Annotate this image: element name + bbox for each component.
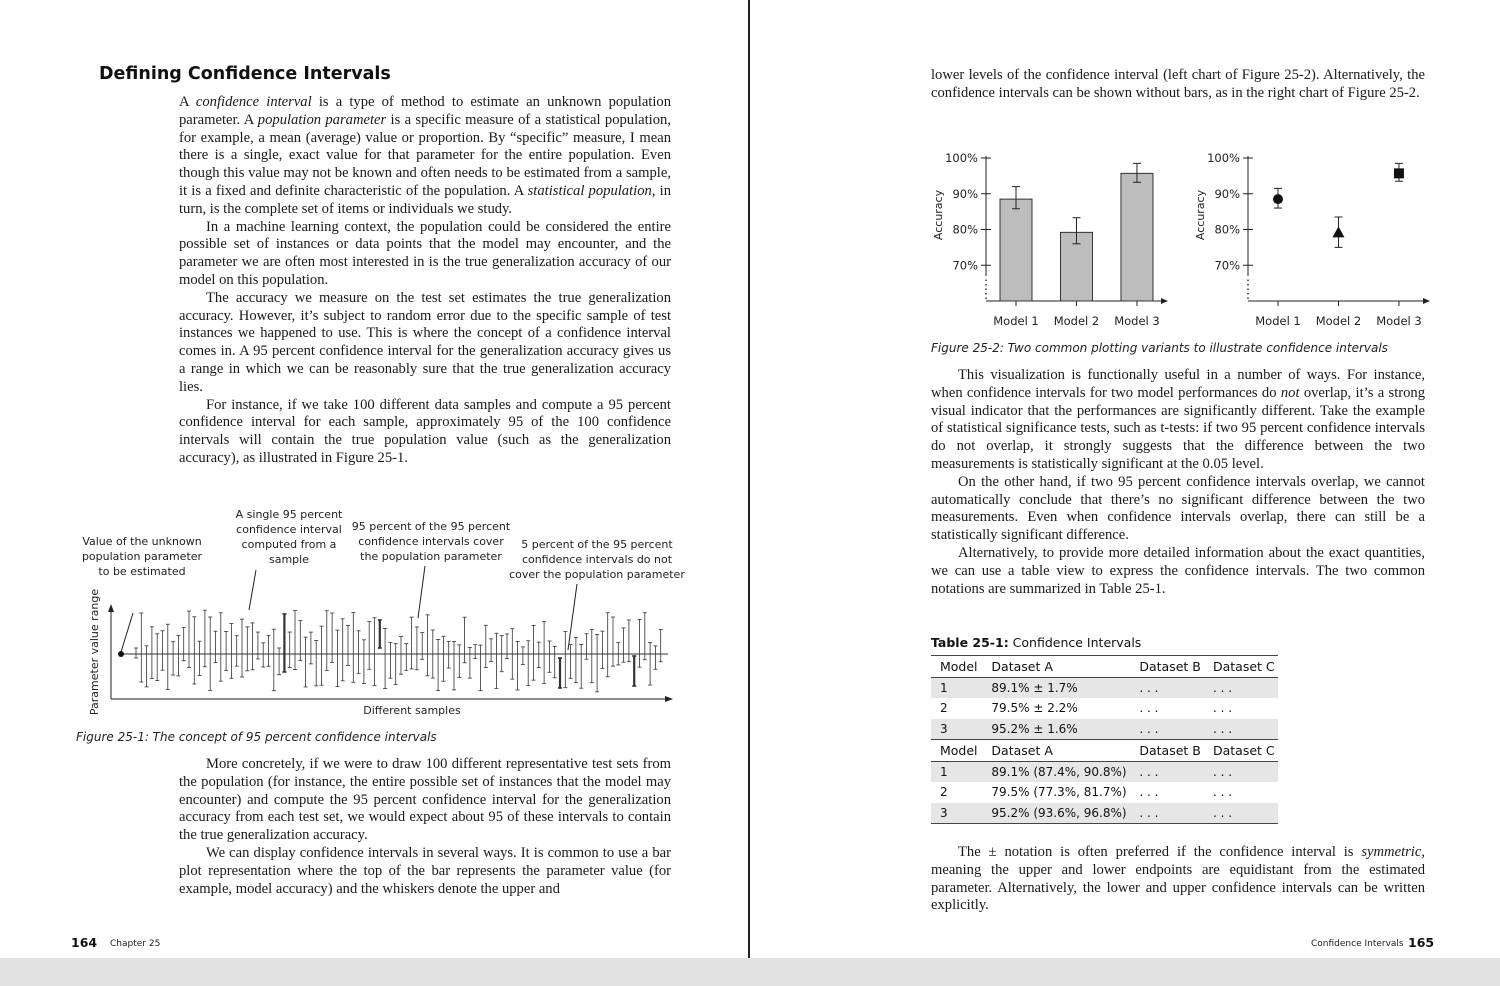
y-axis-arrow xyxy=(108,604,114,612)
confidence-interval-table xyxy=(931,655,1278,824)
table-cell: 3 xyxy=(931,803,982,824)
figure-25-1-caption: Figure 25-1: The concept of 95 percent confidence intervals xyxy=(76,730,437,744)
table-cell: . . . xyxy=(1204,677,1278,698)
table-header-cell: Dataset B xyxy=(1130,656,1204,678)
annotation-line: population parameter xyxy=(81,550,203,563)
table-cell: 95.2% (93.6%, 96.8%) xyxy=(982,803,1130,824)
paragraph-display: We can display confidence intervals in several ways. It is common to use a bar plot representation where the top of the bar represents the parameter value (for example, model accuracy) and the whiskers denote the upper and xyxy=(179,844,671,897)
x-tick-label: Model 3 xyxy=(1114,314,1160,328)
y-tick-label: 80% xyxy=(1214,222,1240,237)
table-cell: . . . xyxy=(1130,803,1204,824)
table-header-cell: Dataset A xyxy=(982,656,1130,678)
annotation-line: sample xyxy=(269,553,309,566)
table-header-cell: Model xyxy=(931,740,982,762)
table-cell: . . . xyxy=(1204,803,1278,824)
y-tick-label: 70% xyxy=(1214,258,1240,273)
right-body-top xyxy=(931,67,1425,103)
table-cell: 1 xyxy=(931,677,982,698)
paragraph-notation: The ± notation is often preferred if the confidence interval is symmetric, meaning the upper and lower endpoints are equidistant from the estimated parameter. Alternatively, the lower and upper confidence intervals can be written explicitly. xyxy=(931,844,1425,914)
section-heading: Defining Confidence Intervals xyxy=(99,64,391,84)
x-tick-label: Model 3 xyxy=(1376,314,1422,328)
table-header-cell: Model xyxy=(931,656,982,678)
right-page xyxy=(752,0,1500,986)
paragraph-overlap: On the other hand, if two 95 percent confidence intervals overlap, we cannot automatically conclude that there’s no significant difference between the two measurements. Even when confidence intervals overlap, there can still be a statistically significant difference. xyxy=(931,473,1425,544)
point-square xyxy=(1394,168,1404,178)
paragraph-ml-context: In a machine learning context, the population could be considered the entire possible set of instances or data points that the model may encounter, and the parameter we are often most interested in is the true generalization accuracy of our model on this population. xyxy=(179,218,671,288)
x-tick-label: Model 2 xyxy=(1315,314,1362,328)
bar-chart xyxy=(928,140,1173,338)
table-cell: 1 xyxy=(931,761,982,782)
table-row xyxy=(931,698,1278,719)
table-cell: 95.2% ± 1.6% xyxy=(982,719,1130,740)
annotation-not-cover xyxy=(509,538,685,581)
annotation-line: 95 percent of the 95 percent xyxy=(351,520,511,533)
table-cell: 89.1% (87.4%, 90.8%) xyxy=(982,761,1130,782)
y-axis-label: Accuracy xyxy=(1194,189,1207,241)
pointer-cover xyxy=(418,566,425,618)
paragraph-definition: A confidence interval is a type of method to estimate an unknown population parameter. A population parameter is a specific measure of a statistical population, for example, a mean (average) value or proportion. By “specific” measure, I mean there is a single, exact value for that parameter for the entire population. Even though this value may not be known and often needs to be estimated from a sample, it is a fixed and definite characteristic of the population. A statistical population, in turn, is the complete set of items or individuals we study. xyxy=(179,94,672,217)
fig1-ylabel: Parameter value range xyxy=(88,588,101,716)
table-cell: 79.5% (77.3%, 81.7%) xyxy=(991,785,1127,800)
confidence-intervals xyxy=(134,610,663,692)
paragraph-continued: lower levels of the confidence interval (left chart of Figure 25-2). Alternatively, the confidence intervals can be shown without bars, as in the right chart of Figure 25-2. xyxy=(931,67,1425,101)
page-bottom-band xyxy=(0,958,1500,986)
table-cell: 79.5% ± 2.2% xyxy=(991,701,1078,716)
annotation-line: 5 percent of the 95 percent xyxy=(521,538,673,551)
annotation-line: confidence interval xyxy=(236,523,342,536)
left-body-top xyxy=(179,94,671,468)
annotation-unknown-parameter xyxy=(82,535,203,578)
annotation-line: confidence intervals cover xyxy=(358,535,504,548)
annotation-line: confidence intervals do not xyxy=(521,553,673,566)
paragraph-visualization: This visualization is functionally useful in a number of ways. For instance, when confidence intervals for two model performances do not overlap, it’s a strong visual indicator that the performances are significantly different. Take the example of statistical significance tests, such as t-tests: if two 95 percent confidence intervals do not overlap, it strongly suggests that the difference between the two measurements is statistically significant at the 0.05 level. xyxy=(931,367,1425,472)
table-row xyxy=(931,803,1278,824)
table-cell: . . . xyxy=(1130,761,1204,782)
population-parameter-dot xyxy=(118,651,124,657)
annotation-line: to be estimated xyxy=(98,565,186,578)
page-number-left: 164 xyxy=(71,935,98,950)
book-spine xyxy=(748,0,750,986)
table-row xyxy=(931,719,1278,740)
running-footer-right: Confidence Intervals xyxy=(1311,939,1404,949)
table-cell: . . . xyxy=(1139,785,1159,800)
annotation-single-ci xyxy=(236,508,343,566)
left-body-bottom xyxy=(179,756,671,898)
table-cell: . . . xyxy=(1130,719,1204,740)
running-footer-left: Chapter 25 xyxy=(110,939,161,949)
x-tick-label: Model 1 xyxy=(1255,314,1301,328)
annotation-line: cover the population parameter xyxy=(509,568,685,581)
table-header-row xyxy=(931,740,1278,762)
y-tick-label: 90% xyxy=(1214,186,1240,201)
table-cell: . . . xyxy=(1130,677,1204,698)
table-row xyxy=(931,761,1278,782)
annotation-line: computed from a xyxy=(241,538,337,551)
y-tick-label: 70% xyxy=(952,258,978,273)
table-header-row xyxy=(931,656,1278,678)
table-cell: 89.1% ± 1.7% xyxy=(982,677,1130,698)
annotation-line: A single 95 percent xyxy=(235,508,343,521)
point-circle xyxy=(1273,194,1283,204)
point-triangle xyxy=(1332,226,1344,237)
annotation-line: Value of the unknown xyxy=(82,535,202,548)
x-axis-arrow xyxy=(1423,298,1430,304)
table-header-cell: Dataset C xyxy=(1204,656,1278,678)
table-cell: . . . xyxy=(1204,719,1278,740)
y-tick-label: 100% xyxy=(1207,151,1240,165)
table-cell: 2 xyxy=(940,701,948,716)
table-header-cell: Dataset C xyxy=(1204,740,1278,762)
table-cell: 3 xyxy=(931,719,982,740)
figure-25-1 xyxy=(70,500,690,725)
x-axis-arrow xyxy=(1161,298,1168,304)
table-header-cell: Dataset A xyxy=(982,740,1130,762)
table-25-1-title: Table 25-1: Confidence Intervals xyxy=(931,635,1142,650)
bar xyxy=(1121,173,1153,301)
pointer-single xyxy=(249,570,256,610)
table-row xyxy=(931,782,1278,803)
table-cell: . . . xyxy=(1204,761,1278,782)
x-tick-label: Model 2 xyxy=(1053,314,1100,328)
pointer-unknown xyxy=(121,613,133,652)
figure-25-2-caption: Figure 25-2: Two common plotting variants to illustrate confidence intervals xyxy=(931,341,1388,355)
page-number-right: 165 xyxy=(1408,935,1435,950)
y-axis-label: Accuracy xyxy=(932,189,945,241)
right-body-bottom xyxy=(931,844,1425,915)
point-chart xyxy=(1190,140,1435,338)
x-tick-label: Model 1 xyxy=(993,314,1039,328)
table-header-cell: Dataset B xyxy=(1130,740,1204,762)
left-page xyxy=(0,0,748,986)
table-cell: . . . xyxy=(1212,785,1233,800)
paragraph-concretely: More concretely, if we were to draw 100 different representative test sets from the population (for instance, the entire possible set of instances that the model may encounter) and compute the 95 percent confidence interval for the generalization accuracy from each test set, we would expect about 95 of these intervals to contain the true generalization accuracy. xyxy=(179,756,671,844)
table-cell: . . . xyxy=(1139,701,1159,716)
bar xyxy=(1000,199,1032,301)
table-row xyxy=(931,677,1278,698)
y-tick-label: 90% xyxy=(952,186,978,201)
table-cell: . . . xyxy=(1212,701,1233,716)
paragraph-instance: For instance, if we take 100 different data samples and compute a 95 percent confidence interval for each sample, approximately 95 of the 100 confidence intervals will contain the true population value (such as the generalization accuracy), as illustrated in Figure 25-1. xyxy=(179,396,671,466)
annotation-line: the population parameter xyxy=(360,550,502,563)
x-axis-arrow xyxy=(665,696,673,702)
y-tick-label: 100% xyxy=(945,151,978,165)
table-cell: 2 xyxy=(940,785,948,800)
paragraph-table-view: Alternatively, to provide more detailed information about the exact quantities, we can use a table view to express the confidence intervals. The two common notations are summarized in Table 25-1. xyxy=(931,544,1425,597)
fig1-xlabel: Different samples xyxy=(363,704,461,717)
y-tick-label: 80% xyxy=(952,222,978,237)
annotation-cover xyxy=(352,520,511,563)
right-body-middle xyxy=(931,367,1425,598)
paragraph-test-accuracy: The accuracy we measure on the test set estimates the true generalization accuracy. However, it’s subject to random error due to the specific sample of test instances we happened to use. This is where the concept of a confidence interval comes in. A 95 percent confidence interval for the generalization accuracy gives us a range in which we can be reasonably sure that the true generalization accuracy lies. xyxy=(179,289,671,395)
